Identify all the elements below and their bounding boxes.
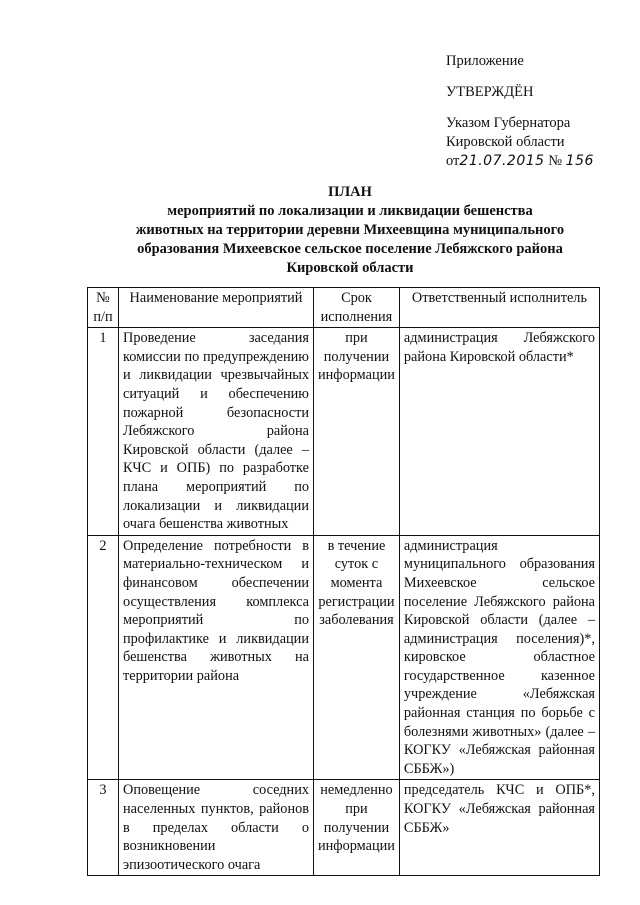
row-term: при получении информации <box>314 328 400 536</box>
row-name: Оповещение соседних населенных пунктов, районов в пределах области о возникновении эпизоотического очага <box>119 780 314 876</box>
row-term: в течение суток с момента регистрации заболевания <box>314 535 400 780</box>
plan-table <box>87 287 600 876</box>
row-num: 3 <box>88 780 119 876</box>
appendix-label: Приложение <box>446 53 524 69</box>
table-row <box>88 328 600 536</box>
header-term: Срок исполнения <box>314 288 400 328</box>
title-line-2: мероприятий по локализации и ликвидации бешенства <box>167 203 533 219</box>
title-line-1: ПЛАН <box>328 184 372 200</box>
title-line-5: Кировской области <box>286 260 414 276</box>
row-term: немедленно при получении информации <box>314 780 400 876</box>
header-name: Наименование мероприятий <box>119 288 314 328</box>
row-num: 2 <box>88 535 119 780</box>
plan-title <box>100 183 600 278</box>
row-num: 1 <box>88 328 119 536</box>
header-resp: Ответственный исполнитель <box>399 288 599 328</box>
title-line-4: образования Михеевское сельское поселение Лебяжского района <box>137 241 563 257</box>
row-resp: председатель КЧС и ОПБ*, КОГКУ «Лебяжская районная СББЖ» <box>399 780 599 876</box>
row-resp: администрация муниципального образования Михеевское сельское поселение Лебяжского района Кировской области (далее – администрация поселения)*, кировское областное государственное казенное учреждение «Лебяжская районная станция по борьбе с болезнями животных» (далее – КОГКУ «Лебяжская районная СББЖ») <box>399 535 599 780</box>
approved-label: УТВЕРЖДЁН <box>446 84 534 100</box>
decree-date: 21.07.2015 <box>459 153 545 169</box>
table-row <box>88 780 600 876</box>
row-name: Определение потребности в материально-техническом и финансовом обеспечении осуществления комплекса мероприятий по профилактике и ликвидации бешенства животных на территории района <box>119 535 314 780</box>
number-sign: № <box>548 153 563 169</box>
table-header-row <box>88 288 600 328</box>
decree-number: 156 <box>565 153 594 169</box>
decree-line-1: Указом Губернатора <box>446 115 571 131</box>
approval-block <box>446 52 594 171</box>
table-row <box>88 535 600 780</box>
row-resp: администрация Лебяжского района Кировской области* <box>399 328 599 536</box>
decree-date-line <box>446 152 594 171</box>
decree-line-2: Кировской области <box>446 134 565 150</box>
from-prefix: от <box>446 153 460 169</box>
title-line-3: животных на территории деревни Михеевщина муниципального <box>135 222 565 238</box>
row-name: Проведение заседания комиссии по предупреждению и ликвидации чрезвычайных ситуаций и обеспечению пожарной безопасности Лебяжского района Кировской области (далее – КЧС и ОПБ) по разработке плана мероприятий по локализации и ликвидации очага бешенства животных <box>119 328 314 536</box>
header-num: № п/п <box>88 288 119 328</box>
